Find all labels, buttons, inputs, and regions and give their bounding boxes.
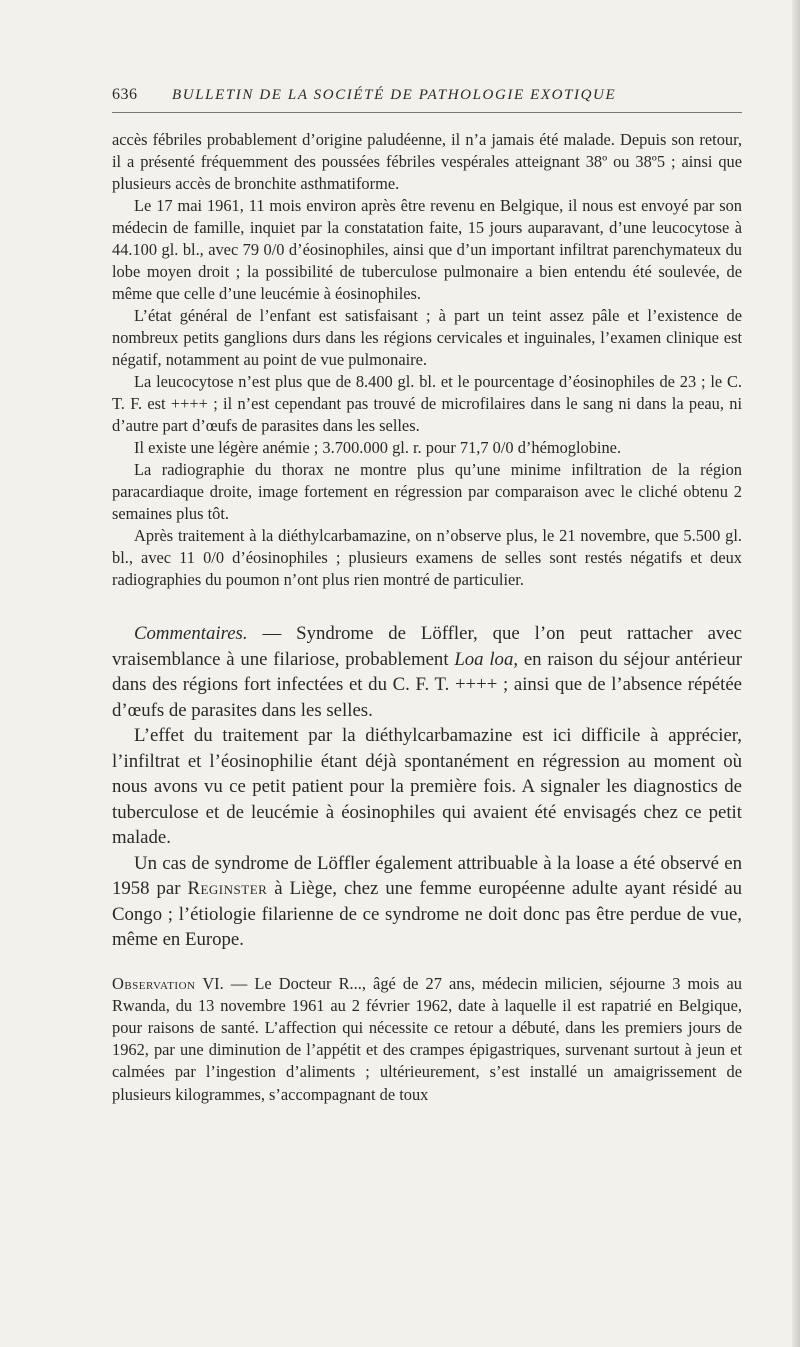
text-run: à Liège, chez une femme européenne adulte ayant résidé au Congo ; l’étiologie filarienne de ce syndrome ne doit donc pas être perdue de vue, même en Europe.	[112, 878, 742, 950]
author-name: Reginster	[187, 878, 268, 899]
page-edge-shadow	[792, 0, 800, 1347]
paragraph: Il existe une légère anémie ; 3.700.000 gl. r. pour 71,7 0/0 d’hémoglobine.	[134, 438, 622, 457]
paragraph: La radiographie du thorax ne montre plus qu’une minime infiltration de la région paracardiaque droite, image fortement en régression par comparaison avec le cliché obtenu 2 semaines plus tôt.	[112, 460, 742, 523]
journal-title: BULLETIN DE LA SOCIÉTÉ DE PATHOLOGIE EXOTIQUE	[172, 87, 617, 103]
paragraph: La leucocytose n’est plus que de 8.400 gl. bl. et le pourcentage d’éosinophiles de 23 ; le C. T. F. est ++++ ; il n’est cependant pas trouvé de microfilaires dans le sang ni dans la peau, ni d’autre part d’œufs de parasites dans les selles.	[112, 372, 742, 435]
section-heading: Commentaires.	[134, 623, 248, 644]
commentaires-paragraph	[112, 621, 742, 723]
text-run: , en raison du séjour antérieur dans des régions fort infectées et du C. F. T. ++++ ; ainsi que de l’absence répétée d’œufs de parasites dans les selles.	[112, 648, 742, 721]
observation-section	[112, 973, 742, 1106]
paragraph: accès fébriles probablement d’origine paludéenne, il n’a jamais été malade. Depuis son retour, il a présenté fréquemment des poussées fébriles vespérales atteignant 38º ou 38º5 ; ainsi que plusieurs accès de bronchite asthmatiforme.	[112, 130, 742, 193]
paragraph	[112, 851, 742, 953]
paragraph: Le 17 mai 1961, 11 mois environ après être revenu en Belgique, il nous est envoyé par son médecin de famille, inquiet par la constatation faite, 15 jours auparavant, d’une leucocytose à 44.100 gl. bl., avec 79 0/0 d’éosinophiles, ainsi que d’un important infiltrat parenchymateux du lobe moyen droit ; la possibilité de tuberculose pulmonaire a bien entendu été soulevée, de même que celle d’une leucémie à éosinophiles.	[112, 196, 742, 303]
document-page	[112, 86, 742, 1106]
text-run: Un cas de syndrome de Löffler également attribuable à la loase a été observé en 1958 par	[112, 852, 742, 899]
observation-number: VI.	[195, 973, 224, 993]
running-head	[112, 86, 742, 113]
text-run: — Le Docteur R..., âgé de 27 ans, médecin milicien, séjourne 3 mois au Rwanda, du 13 novembre 1961 au 2 février 1962, date à laquelle il est rapatrié en Belgique, pour raisons de santé. L’affection qui nécessite ce retour a débuté, dans les premiers jours de 1962, par une diminution de l’appétit et des crampes épigastriques, survenant surtout à jeun et calmées par l’ingestion d’aliments ; ultérieurement, s’est installé un amaigrissement de plusieurs kilogrammes, s’accompagnant de toux	[112, 973, 742, 1104]
page-number: 636	[112, 86, 138, 103]
observation-paragraph	[112, 973, 742, 1106]
paragraph: L’état général de l’enfant est satisfaisant ; à part un teint assez pâle et l’existence de nombreux petits ganglions durs dans les régions cervicales et inguinales, l’examen clinique est négatif, notamment au point de vue pulmonaire.	[112, 306, 742, 369]
paragraph: Après traitement à la diéthylcarbamazine, on n’observe plus, le 21 novembre, que 5.500 gl. bl., avec 11 0/0 d’éosinophiles ; plusieurs examens de selles sont restés négatifs et deux radiographies du poumon n’ont plus rien montré de particulier.	[112, 526, 742, 589]
commentaires-section	[112, 621, 742, 953]
case-report-continuation	[112, 129, 742, 591]
text-run: Syndrome de Löffler, que l’on peut rattacher avec vraisemblance à une filariose, probablement	[112, 623, 742, 670]
dash: —	[247, 623, 297, 644]
paragraph: L’effet du traitement par la diéthylcarbamazine est ici difficile à apprécier, l’infiltrat et l’éosinophilie étant déjà spontanément en régression au moment où nous avons vu ce petit patient pour la première fois. A signaler les diagnostics de tuberculose et de leucémie à éosinophiles qui avaient été envisagés chez ce petit malade.	[112, 725, 742, 848]
taxon-name: Loa loa	[454, 648, 514, 670]
observation-label: Observation	[112, 973, 196, 993]
